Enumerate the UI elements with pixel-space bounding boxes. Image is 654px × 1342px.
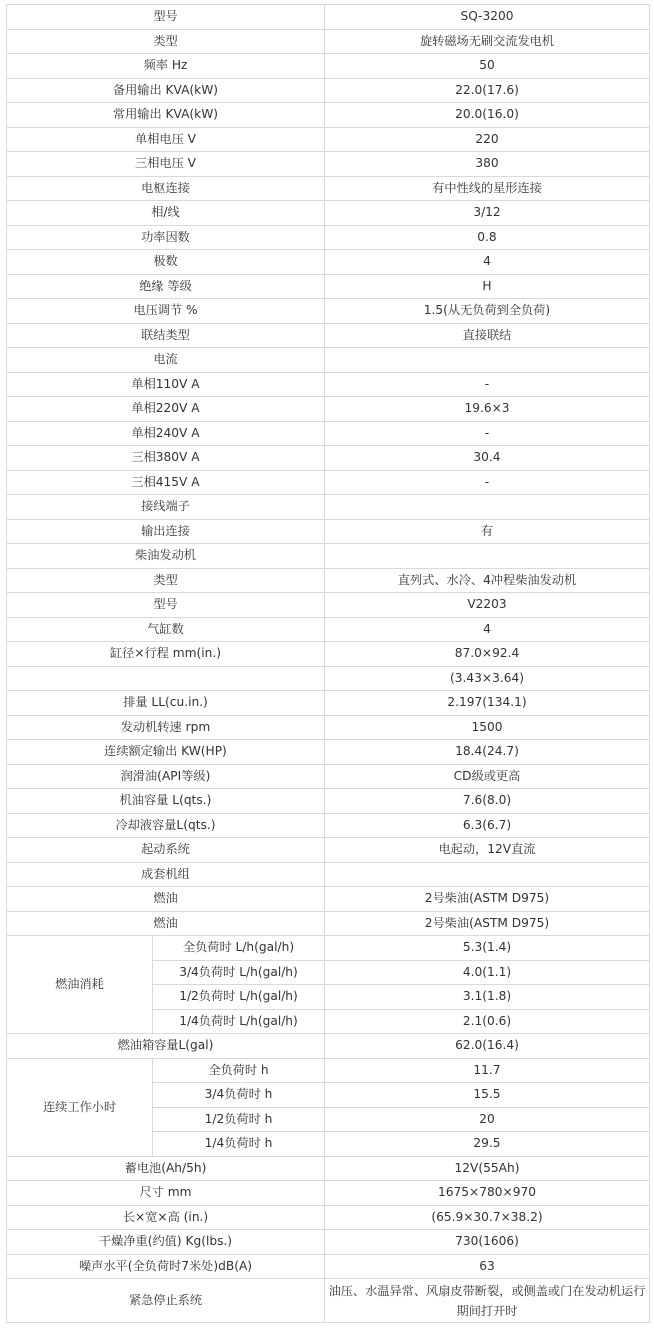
- table-row: [7, 1279, 650, 1323]
- spec-label: 单相240V A: [7, 421, 325, 446]
- spec-value: 730(1606): [325, 1230, 650, 1255]
- sub-label: 全负荷时 L/h(gal/h): [153, 936, 325, 961]
- spec-label: 单相220V A: [7, 397, 325, 422]
- spec-label: 排量 LL(cu.in.): [7, 691, 325, 716]
- spec-value: 6.3(6.7): [325, 813, 650, 838]
- table-row: [7, 348, 650, 373]
- table-row: [7, 1156, 650, 1181]
- table-row: [7, 617, 650, 642]
- table-row: [7, 446, 650, 471]
- spec-value: 1.5(从无负荷到全负荷): [325, 299, 650, 324]
- table-row: [7, 103, 650, 128]
- spec-value: 12V(55Ah): [325, 1156, 650, 1181]
- spec-value: 1500: [325, 715, 650, 740]
- spec-label: 三相415V A: [7, 470, 325, 495]
- spec-label: 燃油箱容量L(gal): [7, 1034, 325, 1059]
- table-row: [7, 299, 650, 324]
- spec-label: 备用输出 KVA(kW): [7, 78, 325, 103]
- spec-label: 电枢连接: [7, 176, 325, 201]
- spec-value: SQ-3200: [325, 5, 650, 30]
- spec-label: 型号: [7, 5, 325, 30]
- spec-label: 润滑油(API等级): [7, 764, 325, 789]
- spec-table: [6, 4, 650, 1323]
- sub-label: 1/2负荷时 h: [153, 1107, 325, 1132]
- spec-label: 输出连接: [7, 519, 325, 544]
- spec-value: 1675×780×970: [325, 1181, 650, 1206]
- table-row: [7, 1034, 650, 1059]
- table-row: [7, 568, 650, 593]
- spec-label: 干燥净重(约值) Kg(lbs.): [7, 1230, 325, 1255]
- spec-value: [325, 544, 650, 569]
- table-row: [7, 838, 650, 863]
- table-row: [7, 1205, 650, 1230]
- spec-value: 油压、水温异常、风扇皮带断裂，或侧盖或门在发动机运行期间打开时: [325, 1279, 650, 1323]
- table-row: [7, 397, 650, 422]
- table-row: [7, 274, 650, 299]
- table-row: [7, 740, 650, 765]
- spec-label: 常用输出 KVA(kW): [7, 103, 325, 128]
- table-row: [7, 862, 650, 887]
- spec-value: 50: [325, 54, 650, 79]
- spec-value: (65.9×30.7×38.2): [325, 1205, 650, 1230]
- spec-value: 电起动，12V直流: [325, 838, 650, 863]
- table-row: [7, 1254, 650, 1279]
- spec-label: 类型: [7, 29, 325, 54]
- spec-label: 类型: [7, 568, 325, 593]
- table-row: [7, 372, 650, 397]
- table-row: [7, 642, 650, 667]
- spec-label: 长×宽×高 (in.): [7, 1205, 325, 1230]
- table-row: [7, 54, 650, 79]
- spec-label: 单相110V A: [7, 372, 325, 397]
- table-row: [7, 225, 650, 250]
- table-row: [7, 911, 650, 936]
- spec-label: 气缸数: [7, 617, 325, 642]
- sub-label: 1/2负荷时 L/h(gal/h): [153, 985, 325, 1010]
- table-row: [7, 5, 650, 30]
- table-row: [7, 1181, 650, 1206]
- table-row: [7, 152, 650, 177]
- spec-value: 220: [325, 127, 650, 152]
- spec-value: 20.0(16.0): [325, 103, 650, 128]
- spec-label: 电压调节 %: [7, 299, 325, 324]
- spec-value: 62.0(16.4): [325, 1034, 650, 1059]
- spec-label: 冷却液容量L(qts.): [7, 813, 325, 838]
- table-row: [7, 29, 650, 54]
- table-row: [7, 78, 650, 103]
- spec-value: 有中性线的星形连接: [325, 176, 650, 201]
- table-row: [7, 421, 650, 446]
- spec-label: 相/线: [7, 201, 325, 226]
- spec-value: 22.0(17.6): [325, 78, 650, 103]
- spec-label: 接线端子: [7, 495, 325, 520]
- spec-value: CD级或更高: [325, 764, 650, 789]
- spec-value: 29.5: [325, 1132, 650, 1157]
- spec-value: 19.6×3: [325, 397, 650, 422]
- group-label: 燃油消耗: [7, 936, 153, 1034]
- spec-label: 单相电压 V: [7, 127, 325, 152]
- spec-value: 7.6(8.0): [325, 789, 650, 814]
- spec-label: 起动系统: [7, 838, 325, 863]
- table-row: [7, 544, 650, 569]
- table-row: [7, 201, 650, 226]
- spec-label: 绝缘 等级: [7, 274, 325, 299]
- spec-label: 紧急停止系统: [7, 1279, 325, 1323]
- spec-value: 63: [325, 1254, 650, 1279]
- spec-value: -: [325, 421, 650, 446]
- sub-label: 1/4负荷时 h: [153, 1132, 325, 1157]
- spec-value: 2.197(134.1): [325, 691, 650, 716]
- sub-label: 1/4负荷时 L/h(gal/h): [153, 1009, 325, 1034]
- spec-value: 18.4(24.7): [325, 740, 650, 765]
- spec-label: 电流: [7, 348, 325, 373]
- spec-value: 4.0(1.1): [325, 960, 650, 985]
- spec-value: V2203: [325, 593, 650, 618]
- spec-value: 有: [325, 519, 650, 544]
- table-row: [7, 666, 650, 691]
- table-row: [7, 764, 650, 789]
- table-row: [7, 789, 650, 814]
- table-row: [7, 593, 650, 618]
- spec-label: 缸径×行程 mm(in.): [7, 642, 325, 667]
- sub-label: 3/4负荷时 L/h(gal/h): [153, 960, 325, 985]
- spec-label: 频率 Hz: [7, 54, 325, 79]
- table-row: [7, 1230, 650, 1255]
- spec-value: 0.8: [325, 225, 650, 250]
- spec-label: 三相电压 V: [7, 152, 325, 177]
- spec-value: 20: [325, 1107, 650, 1132]
- group-label: 连续工作小时: [7, 1058, 153, 1156]
- spec-value: 直列式、水冷、4冲程柴油发动机: [325, 568, 650, 593]
- spec-value: 3/12: [325, 201, 650, 226]
- spec-label: 柴油发动机: [7, 544, 325, 569]
- spec-label: 联结类型: [7, 323, 325, 348]
- spec-label: 机油容量 L(qts.): [7, 789, 325, 814]
- table-row: [7, 323, 650, 348]
- table-row: [7, 813, 650, 838]
- spec-value: [325, 348, 650, 373]
- spec-value: [325, 495, 650, 520]
- table-row: [7, 1058, 650, 1083]
- table-row: [7, 176, 650, 201]
- spec-table-body: [7, 5, 650, 1323]
- spec-value: 直接联结: [325, 323, 650, 348]
- spec-label: 极数: [7, 250, 325, 275]
- spec-value: 5.3(1.4): [325, 936, 650, 961]
- sub-label: 全负荷时 h: [153, 1058, 325, 1083]
- spec-label: 蓄电池(Ah/5h): [7, 1156, 325, 1181]
- table-row: [7, 936, 650, 961]
- table-row: [7, 887, 650, 912]
- table-row: [7, 127, 650, 152]
- spec-value: 旋转磁场无刷交流发电机: [325, 29, 650, 54]
- spec-value: 4: [325, 617, 650, 642]
- spec-value: 3.1(1.8): [325, 985, 650, 1010]
- spec-label: [7, 666, 325, 691]
- sub-label: 3/4负荷时 h: [153, 1083, 325, 1108]
- spec-label: 噪声水平(全负荷时7米处)dB(A): [7, 1254, 325, 1279]
- spec-value: -: [325, 470, 650, 495]
- spec-value: 4: [325, 250, 650, 275]
- spec-label: 燃油: [7, 887, 325, 912]
- table-row: [7, 250, 650, 275]
- spec-value: (3.43×3.64): [325, 666, 650, 691]
- table-row: [7, 470, 650, 495]
- spec-value: 2号柴油(ASTM D975): [325, 911, 650, 936]
- spec-value: 30.4: [325, 446, 650, 471]
- spec-value: 15.5: [325, 1083, 650, 1108]
- spec-label: 尺寸 mm: [7, 1181, 325, 1206]
- spec-value: 87.0×92.4: [325, 642, 650, 667]
- spec-label: 型号: [7, 593, 325, 618]
- spec-value: 380: [325, 152, 650, 177]
- spec-label: 三相380V A: [7, 446, 325, 471]
- spec-value: -: [325, 372, 650, 397]
- spec-value: 2.1(0.6): [325, 1009, 650, 1034]
- spec-value: [325, 862, 650, 887]
- spec-label: 连续额定输出 KW(HP): [7, 740, 325, 765]
- spec-value: 2号柴油(ASTM D975): [325, 887, 650, 912]
- spec-value: H: [325, 274, 650, 299]
- table-row: [7, 519, 650, 544]
- table-row: [7, 691, 650, 716]
- table-row: [7, 715, 650, 740]
- spec-label: 成套机组: [7, 862, 325, 887]
- table-row: [7, 495, 650, 520]
- spec-label: 功率因数: [7, 225, 325, 250]
- spec-value: 11.7: [325, 1058, 650, 1083]
- spec-label: 燃油: [7, 911, 325, 936]
- spec-label: 发动机转速 rpm: [7, 715, 325, 740]
